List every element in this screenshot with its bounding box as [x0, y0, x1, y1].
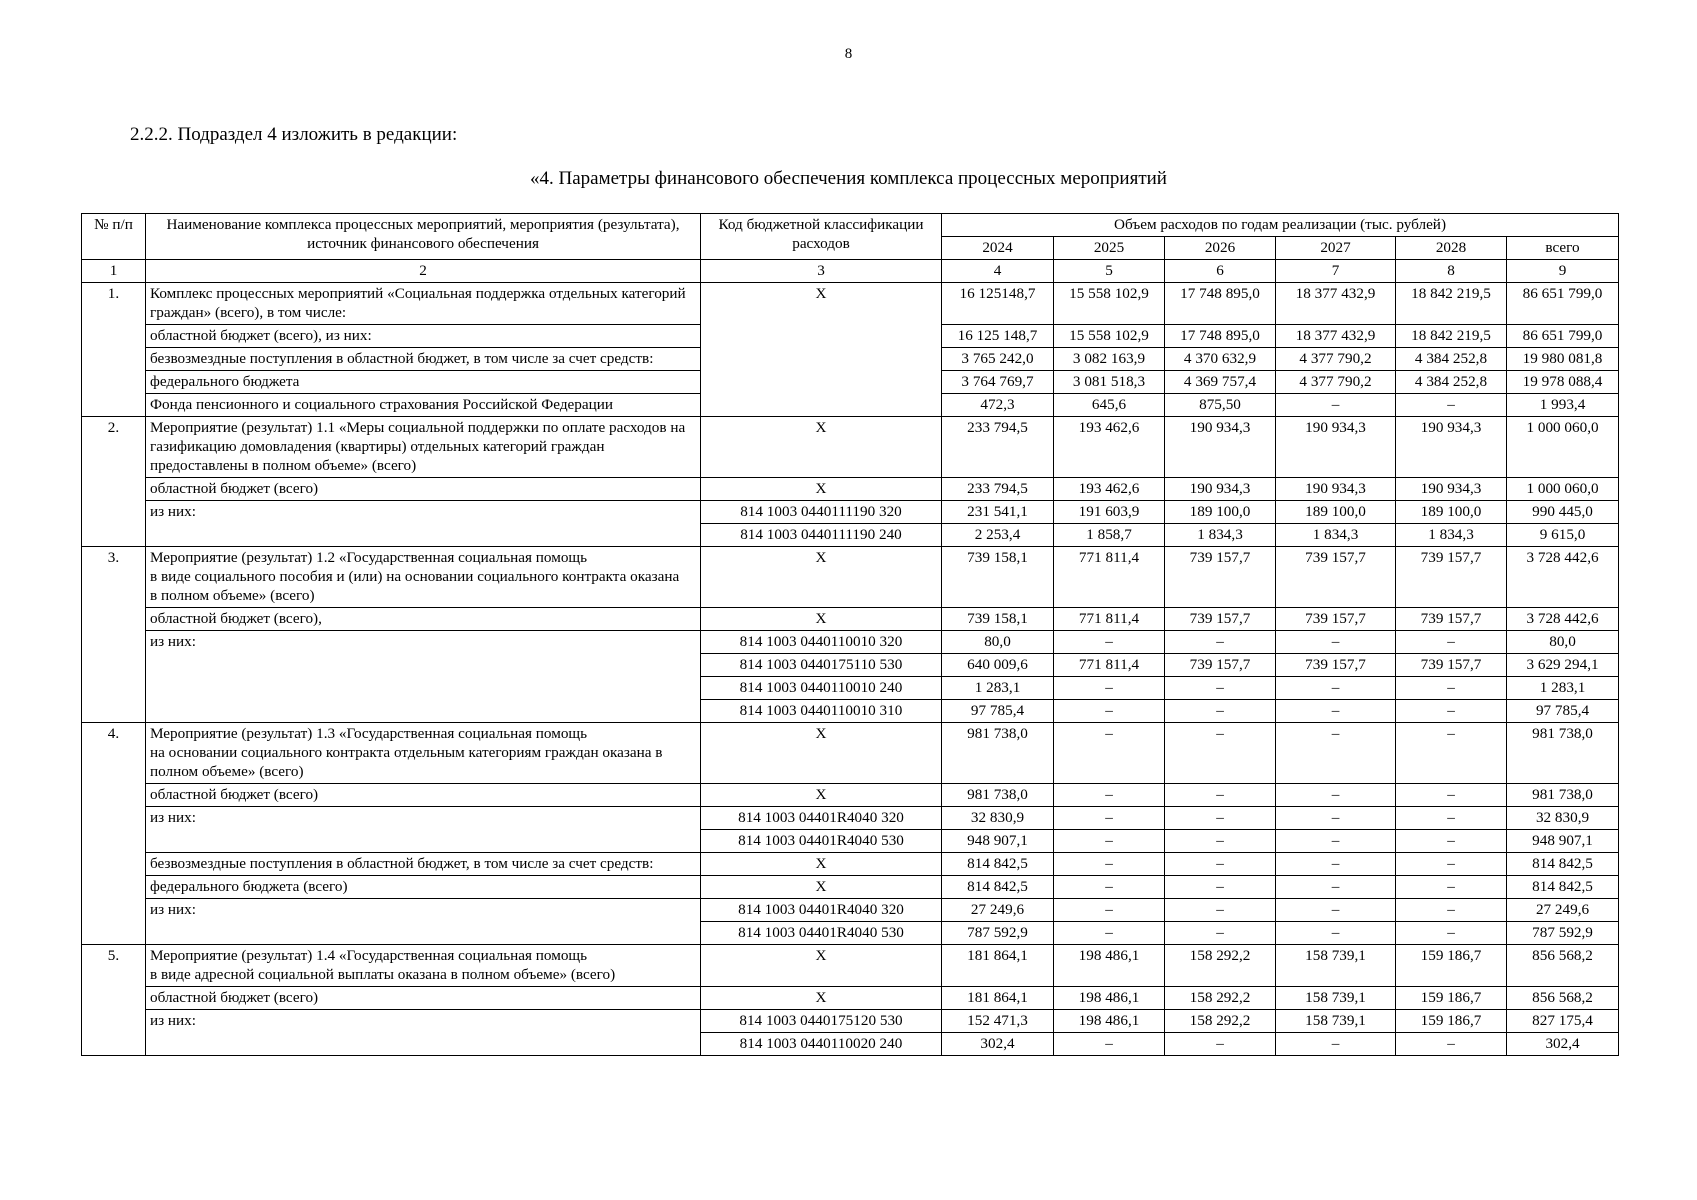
row-name: федерального бюджета (всего) [146, 876, 701, 899]
year-value: 18 377 432,9 [1276, 283, 1396, 325]
year-value: 739 157,7 [1396, 654, 1507, 677]
row-name-line: в виде адресной социальной выплаты оказана в полном объеме» (всего) [150, 966, 616, 983]
header-year: 2024 [942, 237, 1054, 260]
budget-code: 814 1003 0440175120 530 [701, 1010, 942, 1033]
column-number: 3 [701, 260, 942, 283]
header-code: Код бюджетной классификации расходов [701, 214, 942, 260]
budget-code: 814 1003 04401R4040 320 [701, 899, 942, 922]
year-value: 1 858,7 [1054, 524, 1165, 547]
section-title: «4. Параметры финансового обеспечения комплекса процессных мероприятий [530, 168, 1167, 189]
year-value: – [1165, 899, 1276, 922]
year-value: 739 157,7 [1165, 608, 1276, 631]
year-value: 191 603,9 [1054, 501, 1165, 524]
year-value: 2 253,4 [942, 524, 1054, 547]
total-value: 856 568,2 [1507, 945, 1619, 987]
column-number: 2 [146, 260, 701, 283]
budget-code: 814 1003 0440110010 310 [701, 700, 942, 723]
year-value: – [1054, 807, 1165, 830]
total-value: 948 907,1 [1507, 830, 1619, 853]
year-value: 80,0 [942, 631, 1054, 654]
row-name: областной бюджет (всего), [146, 608, 701, 631]
table-row [82, 723, 1619, 784]
year-value: – [1396, 899, 1507, 922]
year-value: 3 765 242,0 [942, 348, 1054, 371]
budget-code: Х [701, 784, 942, 807]
total-value: 814 842,5 [1507, 853, 1619, 876]
column-number: 5 [1054, 260, 1165, 283]
year-value: 739 157,7 [1276, 547, 1396, 608]
total-value: 787 592,9 [1507, 922, 1619, 945]
year-value: 193 462,6 [1054, 417, 1165, 478]
year-value: 1 283,1 [942, 677, 1054, 700]
budget-code: Х [701, 853, 942, 876]
year-value: – [1165, 677, 1276, 700]
year-value: 158 292,2 [1165, 1010, 1276, 1033]
year-value: – [1396, 700, 1507, 723]
year-value: 981 738,0 [942, 784, 1054, 807]
year-value: 302,4 [942, 1033, 1054, 1056]
row-number: 1. [82, 283, 146, 417]
total-value: 27 249,6 [1507, 899, 1619, 922]
column-number: 7 [1276, 260, 1396, 283]
year-value: – [1165, 807, 1276, 830]
year-value: – [1165, 830, 1276, 853]
year-value: – [1054, 899, 1165, 922]
year-value: 739 157,7 [1165, 547, 1276, 608]
year-value: 981 738,0 [942, 723, 1054, 784]
table-row [82, 631, 1619, 654]
total-value: 1 000 060,0 [1507, 417, 1619, 478]
header-year: 2025 [1054, 237, 1165, 260]
year-value: 1 834,3 [1396, 524, 1507, 547]
total-value: 86 651 799,0 [1507, 325, 1619, 348]
header-year: 2028 [1396, 237, 1507, 260]
year-value: – [1276, 677, 1396, 700]
year-value: 4 384 252,8 [1396, 348, 1507, 371]
year-value: – [1165, 631, 1276, 654]
financial-table [81, 213, 1619, 1056]
header-volume: Объем расходов по годам реализации (тыс. рублей) [942, 214, 1619, 237]
total-value: 9 615,0 [1507, 524, 1619, 547]
year-value: 814 842,5 [942, 853, 1054, 876]
year-value: 739 157,7 [1396, 547, 1507, 608]
year-value: 640 009,6 [942, 654, 1054, 677]
year-value: 159 186,7 [1396, 945, 1507, 987]
year-value: – [1276, 1033, 1396, 1056]
total-value: 827 175,4 [1507, 1010, 1619, 1033]
year-value: – [1054, 700, 1165, 723]
total-value: 97 785,4 [1507, 700, 1619, 723]
year-value: – [1054, 876, 1165, 899]
table-row [82, 1010, 1619, 1033]
year-value: 739 157,7 [1165, 654, 1276, 677]
year-value: – [1054, 1033, 1165, 1056]
year-value: 17 748 895,0 [1165, 325, 1276, 348]
year-value: 4 384 252,8 [1396, 371, 1507, 394]
budget-code: 814 1003 0440110020 240 [701, 1033, 942, 1056]
table-row [82, 987, 1619, 1010]
budget-code: Х [701, 608, 942, 631]
year-value: 18 842 219,5 [1396, 325, 1507, 348]
year-value: 97 785,4 [942, 700, 1054, 723]
table-row [82, 283, 1619, 325]
budget-code: Х [701, 478, 942, 501]
row-number: 5. [82, 945, 146, 1056]
budget-code: 814 1003 0440111190 320 [701, 501, 942, 524]
row-name: областной бюджет (всего) [146, 987, 701, 1010]
budget-code: 814 1003 04401R4040 530 [701, 830, 942, 853]
year-value: – [1054, 853, 1165, 876]
year-value: – [1396, 876, 1507, 899]
year-value: 158 292,2 [1165, 945, 1276, 987]
year-value: 4 377 790,2 [1276, 371, 1396, 394]
year-value: 158 739,1 [1276, 1010, 1396, 1033]
year-value: 190 934,3 [1396, 417, 1507, 478]
year-value: 158 739,1 [1276, 987, 1396, 1010]
year-value: 181 864,1 [942, 945, 1054, 987]
total-value: 3 728 442,6 [1507, 608, 1619, 631]
year-value: 3 081 518,3 [1054, 371, 1165, 394]
year-value: 189 100,0 [1276, 501, 1396, 524]
year-value: 3 764 769,7 [942, 371, 1054, 394]
table-row [82, 853, 1619, 876]
budget-code: Х [701, 283, 942, 417]
year-value: 152 471,3 [942, 1010, 1054, 1033]
table-row [82, 478, 1619, 501]
year-value: 771 811,4 [1054, 654, 1165, 677]
year-value: 17 748 895,0 [1165, 283, 1276, 325]
row-name-line: в виде социального пособия и (или) на основании социального контракта оказана [150, 568, 680, 585]
year-value: – [1276, 922, 1396, 945]
year-value: – [1165, 1033, 1276, 1056]
table-row [82, 784, 1619, 807]
row-name: из них: [146, 807, 701, 853]
row-name: областной бюджет (всего), из них: [146, 325, 701, 348]
year-value: – [1054, 723, 1165, 784]
year-value: 739 157,7 [1396, 608, 1507, 631]
year-value: – [1054, 677, 1165, 700]
year-value: 1 834,3 [1276, 524, 1396, 547]
row-name-line: на основании социального контракта отдельным категориям граждан оказана в полном объеме» (всего) [150, 744, 663, 780]
table-row [82, 608, 1619, 631]
header-year: 2026 [1165, 237, 1276, 260]
year-value: 193 462,6 [1054, 478, 1165, 501]
year-value: 190 934,3 [1276, 417, 1396, 478]
table-header [82, 214, 1619, 283]
total-value: 1 993,4 [1507, 394, 1619, 417]
year-value: 16 125148,7 [942, 283, 1054, 325]
row-name-line: Мероприятие (результат) 1.2 «Государственная социальная помощь [150, 549, 588, 566]
year-value: 4 369 757,4 [1165, 371, 1276, 394]
year-value: 18 377 432,9 [1276, 325, 1396, 348]
row-number: 2. [82, 417, 146, 547]
total-value: 814 842,5 [1507, 876, 1619, 899]
row-number: 3. [82, 547, 146, 723]
header-year: 2027 [1276, 237, 1396, 260]
year-value: 472,3 [942, 394, 1054, 417]
year-value: 814 842,5 [942, 876, 1054, 899]
column-number: 6 [1165, 260, 1276, 283]
budget-code: Х [701, 723, 942, 784]
row-name [146, 945, 701, 987]
budget-code: Х [701, 876, 942, 899]
year-value: – [1396, 922, 1507, 945]
year-value: – [1396, 723, 1507, 784]
year-value: – [1276, 899, 1396, 922]
year-value: – [1396, 830, 1507, 853]
row-name: безвозмездные поступления в областной бюджет, в том числе за счет средств: [146, 348, 701, 371]
year-value: – [1396, 677, 1507, 700]
total-value: 80,0 [1507, 631, 1619, 654]
intro-paragraph: 2.2.2. Подраздел 4 изложить в редакции: [130, 124, 458, 145]
budget-code: 814 1003 0440175110 530 [701, 654, 942, 677]
year-value: – [1276, 853, 1396, 876]
year-value: 645,6 [1054, 394, 1165, 417]
row-name: областной бюджет (всего) [146, 478, 701, 501]
year-value: – [1396, 853, 1507, 876]
year-value: – [1165, 723, 1276, 784]
row-name: из них: [146, 899, 701, 945]
year-value: – [1276, 631, 1396, 654]
year-value: 18 842 219,5 [1396, 283, 1507, 325]
total-value: 3 629 294,1 [1507, 654, 1619, 677]
row-name: из них: [146, 631, 701, 723]
year-value: 159 186,7 [1396, 987, 1507, 1010]
year-value: 739 157,7 [1276, 654, 1396, 677]
total-value: 19 980 081,8 [1507, 348, 1619, 371]
total-value: 19 978 088,4 [1507, 371, 1619, 394]
row-name [146, 547, 701, 608]
year-value: 4 370 632,9 [1165, 348, 1276, 371]
year-value: – [1165, 922, 1276, 945]
year-value: – [1276, 723, 1396, 784]
total-value: 990 445,0 [1507, 501, 1619, 524]
total-value: 981 738,0 [1507, 784, 1619, 807]
header-num: № п/п [82, 214, 146, 260]
row-name: Мероприятие (результат) 1.1 «Меры социальной поддержки по оплате расходов на газификацию домовладения (квартиры) отдельных категорий граждан предоставлены в полном объеме» (всего) [146, 417, 701, 478]
year-value: 190 934,3 [1165, 478, 1276, 501]
budget-code: 814 1003 0440110010 320 [701, 631, 942, 654]
year-value: 771 811,4 [1054, 608, 1165, 631]
column-number: 8 [1396, 260, 1507, 283]
row-name: областной бюджет (всего) [146, 784, 701, 807]
year-value: 16 125 148,7 [942, 325, 1054, 348]
row-name-line: Мероприятие (результат) 1.3 «Государственная социальная помощь [150, 725, 588, 742]
year-value: 198 486,1 [1054, 945, 1165, 987]
table-row [82, 547, 1619, 608]
table-body [82, 283, 1619, 1056]
table-row [82, 945, 1619, 987]
year-value: – [1165, 784, 1276, 807]
year-value: – [1054, 922, 1165, 945]
year-value: 787 592,9 [942, 922, 1054, 945]
column-number: 9 [1507, 260, 1619, 283]
year-value: 181 864,1 [942, 987, 1054, 1010]
row-name: Фонда пенсионного и социального страхования Российской Федерации [146, 394, 701, 417]
year-value: – [1396, 807, 1507, 830]
year-value: 198 486,1 [1054, 1010, 1165, 1033]
table-row [82, 899, 1619, 922]
total-value: 1 000 060,0 [1507, 478, 1619, 501]
year-value: – [1276, 830, 1396, 853]
row-name: Комплекс процессных мероприятий «Социальная поддержка отдельных категорий граждан» (всего), в том числе: [146, 283, 701, 325]
year-value: – [1054, 784, 1165, 807]
row-name-line: Мероприятие (результат) 1.4 «Государственная социальная помощь [150, 947, 588, 964]
year-value: 158 292,2 [1165, 987, 1276, 1010]
year-value: – [1165, 700, 1276, 723]
year-value: 233 794,5 [942, 417, 1054, 478]
year-value: – [1396, 631, 1507, 654]
total-value: 3 728 442,6 [1507, 547, 1619, 608]
year-value: 198 486,1 [1054, 987, 1165, 1010]
year-value: – [1276, 784, 1396, 807]
year-value: 3 082 163,9 [1054, 348, 1165, 371]
year-value: 948 907,1 [942, 830, 1054, 853]
header-total: всего [1507, 237, 1619, 260]
budget-code: Х [701, 987, 942, 1010]
year-value: 190 934,3 [1165, 417, 1276, 478]
row-name-line: в полном объеме» (всего) [150, 587, 315, 604]
budget-code: 814 1003 0440111190 240 [701, 524, 942, 547]
year-value: 231 541,1 [942, 501, 1054, 524]
total-value: 32 830,9 [1507, 807, 1619, 830]
year-value: 233 794,5 [942, 478, 1054, 501]
year-value: 189 100,0 [1396, 501, 1507, 524]
year-value: 190 934,3 [1396, 478, 1507, 501]
year-value: – [1276, 700, 1396, 723]
total-value: 1 283,1 [1507, 677, 1619, 700]
row-name: безвозмездные поступления в областной бюджет, в том числе за счет средств: [146, 853, 701, 876]
year-value: – [1054, 830, 1165, 853]
year-value: 15 558 102,9 [1054, 283, 1165, 325]
table-row [82, 417, 1619, 478]
row-name: из них: [146, 1010, 701, 1056]
page-number: 8 [844, 46, 853, 62]
year-value: 739 158,1 [942, 547, 1054, 608]
budget-code: 814 1003 0440110010 240 [701, 677, 942, 700]
table-row [82, 501, 1619, 524]
year-value: – [1054, 631, 1165, 654]
year-value: – [1165, 853, 1276, 876]
year-value: 739 157,7 [1276, 608, 1396, 631]
budget-code: Х [701, 417, 942, 478]
row-name: из них: [146, 501, 701, 547]
year-value: 4 377 790,2 [1276, 348, 1396, 371]
year-value: 771 811,4 [1054, 547, 1165, 608]
year-value: 27 249,6 [942, 899, 1054, 922]
year-value: 32 830,9 [942, 807, 1054, 830]
year-value: – [1165, 876, 1276, 899]
budget-code: 814 1003 04401R4040 530 [701, 922, 942, 945]
year-value: – [1276, 394, 1396, 417]
year-value: 15 558 102,9 [1054, 325, 1165, 348]
row-name [146, 723, 701, 784]
column-number: 1 [82, 260, 146, 283]
budget-code: Х [701, 945, 942, 987]
year-value: – [1276, 807, 1396, 830]
total-value: 302,4 [1507, 1033, 1619, 1056]
table-row [82, 876, 1619, 899]
table-row [82, 807, 1619, 830]
row-name: федерального бюджета [146, 371, 701, 394]
year-value: – [1396, 394, 1507, 417]
total-value: 856 568,2 [1507, 987, 1619, 1010]
year-value: 875,50 [1165, 394, 1276, 417]
year-value: 159 186,7 [1396, 1010, 1507, 1033]
row-number: 4. [82, 723, 146, 945]
year-value: 739 158,1 [942, 608, 1054, 631]
year-value: 1 834,3 [1165, 524, 1276, 547]
budget-code: 814 1003 04401R4040 320 [701, 807, 942, 830]
year-value: 189 100,0 [1165, 501, 1276, 524]
year-value: 190 934,3 [1276, 478, 1396, 501]
column-number: 4 [942, 260, 1054, 283]
year-value: – [1396, 784, 1507, 807]
year-value: 158 739,1 [1276, 945, 1396, 987]
budget-code: Х [701, 547, 942, 608]
year-value: – [1396, 1033, 1507, 1056]
total-value: 86 651 799,0 [1507, 283, 1619, 325]
total-value: 981 738,0 [1507, 723, 1619, 784]
header-name: Наименование комплекса процессных мероприятий, мероприятия (результата), источник финансового обеспечения [146, 214, 701, 260]
year-value: – [1276, 876, 1396, 899]
